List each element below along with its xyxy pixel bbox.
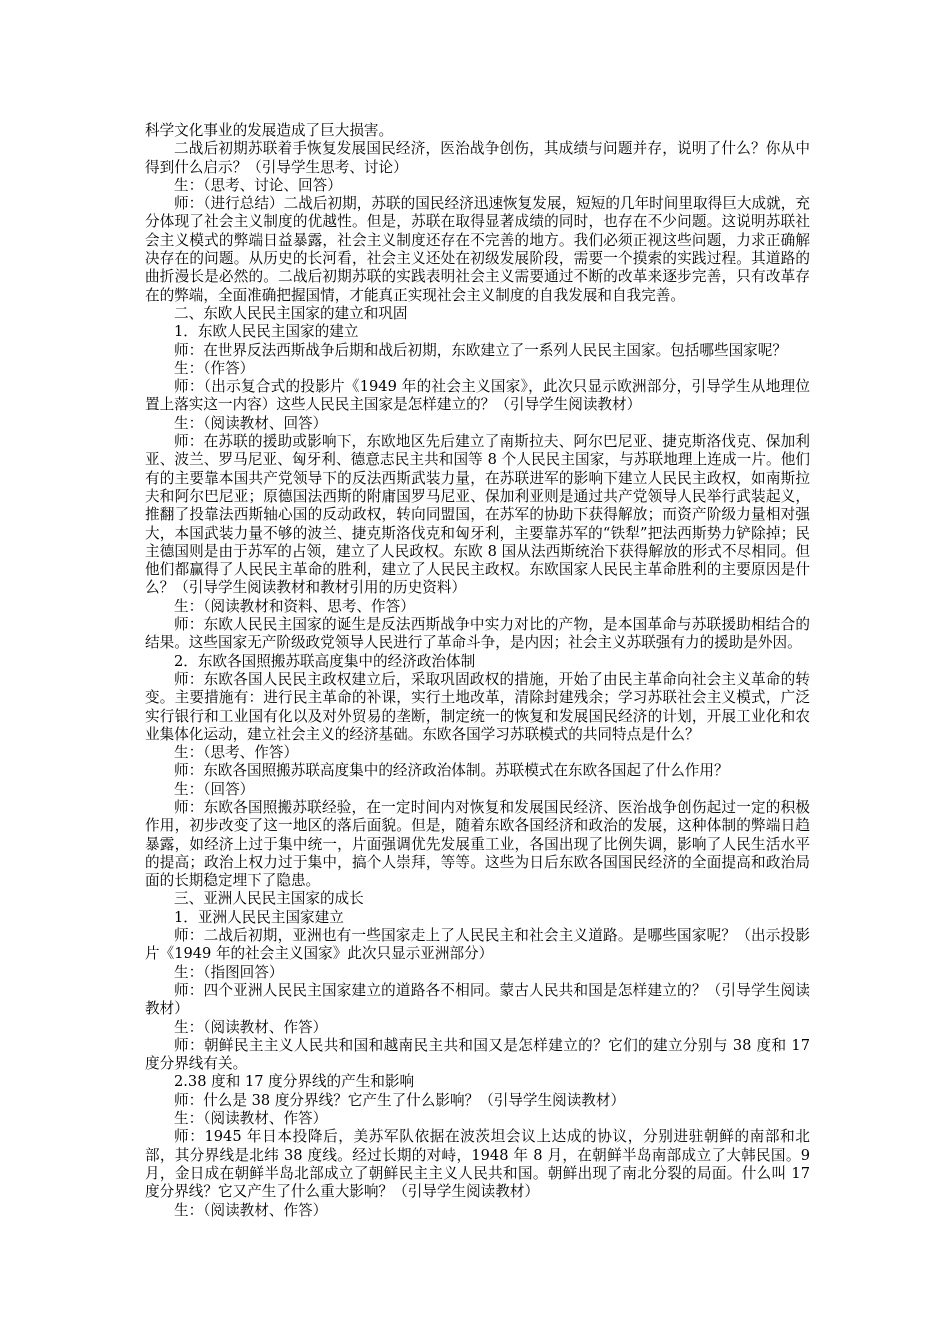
paragraph: 生：（阅读教材和资料、思考、作答） <box>174 597 415 615</box>
paragraph: 生：（思考、作答） <box>174 744 299 762</box>
paragraph: 师：朝鲜民主主义人民共和国和越南民主共和国又是怎样建立的？它们的建立分别与 38 度和 17 度分界线有关。 <box>145 1036 810 1073</box>
subsection-heading: 1．东欧人民民主国家的建立 <box>174 323 359 341</box>
paragraph: 师：在苏联的援助或影响下，东欧地区先后建立了南斯拉夫、阿尔巴尼亚、捷克斯洛伐克、保加利亚、波兰、罗马尼亚、匈牙利、德意志民主共和国等 8 个人民民主国家，与苏联地理上连成一片。他们有的主要靠本国共产党领导下的反法西斯武装力量，在苏联进军的影响下建立人民民主政权，如南斯拉夫和阿尔巴尼亚；原德国法西斯的附庸国罗马尼亚、保加利亚则是通过共产党领导人民举行武装起义，推翻了投靠法西斯轴心国的反动政权，转向同盟国，在苏军的协助下获得解放；而资产阶级力量相对强大，本国武装力量不够的波兰、捷克斯洛伐克和匈牙利，主要靠苏军的“铁犁”把法西斯势力铲除掉；民主德国则是由于苏军的占领，建立了人民政权。东欧 8 国从法西斯统治下获得解放的形式不尽相同。但他们都赢得了人民民主革命的胜利，建立了人民民主政权。东欧国家人民民主革命胜利的主要原因是什么？（引导学生阅读教材和教材引用的历史资料） <box>145 433 810 597</box>
paragraph: 二战后初期苏联着手恢复发展国民经济，医治战争创伤，其成绩与问题并存，说明了什么？你从中得到什么启示？（引导学生思考、讨论） <box>145 140 810 176</box>
paragraph: 师：二战后初期，亚洲也有一些国家走上了人民民主和社会主义道路。是哪些国家呢？（出示投影片《1949 年的社会主义国家》此次只显示亚洲部分） <box>145 927 810 963</box>
paragraph: 师：东欧各国照搬苏联经验，在一定时间内对恢复和发展国民经济、医治战争创伤起过一定的积极作用，初步改变了这一地区的落后面貌。但是，随着东欧各国经济和政治的发展，这种体制的弊端日趋暴露，如经济上过于集中统一，片面强调优先发展重工业，各国出现了比例失调，影响了人民生活水平的提高；政治上权力过于集中，搞个人崇拜，等等。这些为日后东欧各国国民经济的全面提高和政治局面的长期稳定埋下了隐患。 <box>145 798 810 890</box>
paragraph: 师：什么是 38 度分界线？它产生了什么影响？（引导学生阅读教材） <box>174 1091 626 1109</box>
paragraph: 师：（出示复合式的投影片《1949 年的社会主义国家》，此次只显示欧洲部分，引导学生从地理位置上落实这一内容）这些人民民主国家是怎样建立的？（引导学生阅读教材） <box>145 378 810 414</box>
paragraph: 师：东欧各国人民民主政权建立后，采取巩固政权的措施，开始了由民主革命向社会主义革命的转变。主要措施有：进行民主革命的补课，实行土地改革，清除封建残余；学习苏联社会主义模式，广泛实行银行和工业国有化以及对外贸易的垄断，制定统一的恢复和发展国民经济的计划，开展工业化和农业集体化运动，建立社会主义的经济基础。东欧各国学习苏联模式的共同特点是什么？ <box>145 670 810 743</box>
paragraph: 生：（思考、讨论、回答） <box>174 176 342 194</box>
paragraph: 师：1945 年日本投降后，美苏军队依据在波茨坦会议上达成的协议，分别进驻朝鲜的南部和北部，其分界线是北纬 38 度线。经过长期的对峙，1948 年 8 月，在朝鲜半岛南部成立了大韩民国。9 月，金日成在朝鲜半岛北部成立了朝鲜民主主义人民共和国。朝鲜出现了南北分裂的局面。什么叫 17 度分界线？它又产生了什么重大影响？（引导学生阅读教材） <box>145 1128 810 1201</box>
paragraph: 生：（阅读教材、作答） <box>174 1201 328 1219</box>
paragraph: 师：东欧各国照搬苏联高度集中的经济政治体制。苏联模式在东欧各国起了什么作用？ <box>174 762 729 780</box>
paragraph: 生：（阅读教材、回答） <box>174 414 328 432</box>
subsection-heading: 1．亚洲人民民主国家建立 <box>174 908 344 926</box>
paragraph: 生：（阅读教材、作答） <box>174 1110 328 1128</box>
paragraph: 师：在世界反法西斯战争后期和战后初期，东欧建立了一系列人民民主国家。包括哪些国家呢？ <box>174 341 787 359</box>
section-heading: 二、东欧人民民主国家的建立和巩固 <box>174 304 408 322</box>
paragraph: 生：（阅读教材、作答） <box>174 1018 328 1036</box>
subsection-heading: 2.38 度和 17 度分界线的产生和影响 <box>174 1073 415 1091</box>
paragraph: 师：四个亚洲人民民主国家建立的道路各不相同。蒙古人民共和国是怎样建立的？（引导学生阅读教材） <box>145 981 810 1018</box>
paragraph: 师：（进行总结）二战后初期，苏联的国民经济迅速恢复发展，短短的几年时间里取得巨大成就，充分体现了社会主义制度的优越性。但是，苏联在取得显著成绩的同时，也存在不少问题。这说明苏联社会主义模式的弊端日益暴露，社会主义制度还存在不完善的地方。我们必须正视这些问题，力求正确解决存在的问题。从历史的长河看，社会主义还处在初级发展阶段，需要一个摸索的实践过程。其道路的曲折漫长是必然的。二战后初期苏联的实践表明社会主义需要通过不断的改革来逐步完善，只有改革存在的弊端，全面准确把握国情，才能真正实现社会主义制度的自我发展和自我完善。 <box>145 195 810 304</box>
subsection-heading: 2．东欧各国照搬苏联高度集中的经济政治体制 <box>174 652 476 670</box>
paragraph: 生：（回答） <box>174 780 255 798</box>
paragraph: 师：东欧人民民主国家的诞生是反法西斯战争中实力对比的产物，是本国革命与苏联援助相结合的结果。这些国家无产阶级政党领导人民进行了革命斗争，是内因；社会主义苏联强有力的援助是外因。 <box>145 616 810 652</box>
document-body <box>145 122 810 1220</box>
paragraph: 生：（作答） <box>174 359 255 377</box>
paragraph: 科学文化事业的发展造成了巨大损害。 <box>145 122 394 139</box>
section-heading: 三、亚洲人民民主国家的成长 <box>174 890 364 908</box>
paragraph: 生：（指图回答） <box>174 963 284 981</box>
